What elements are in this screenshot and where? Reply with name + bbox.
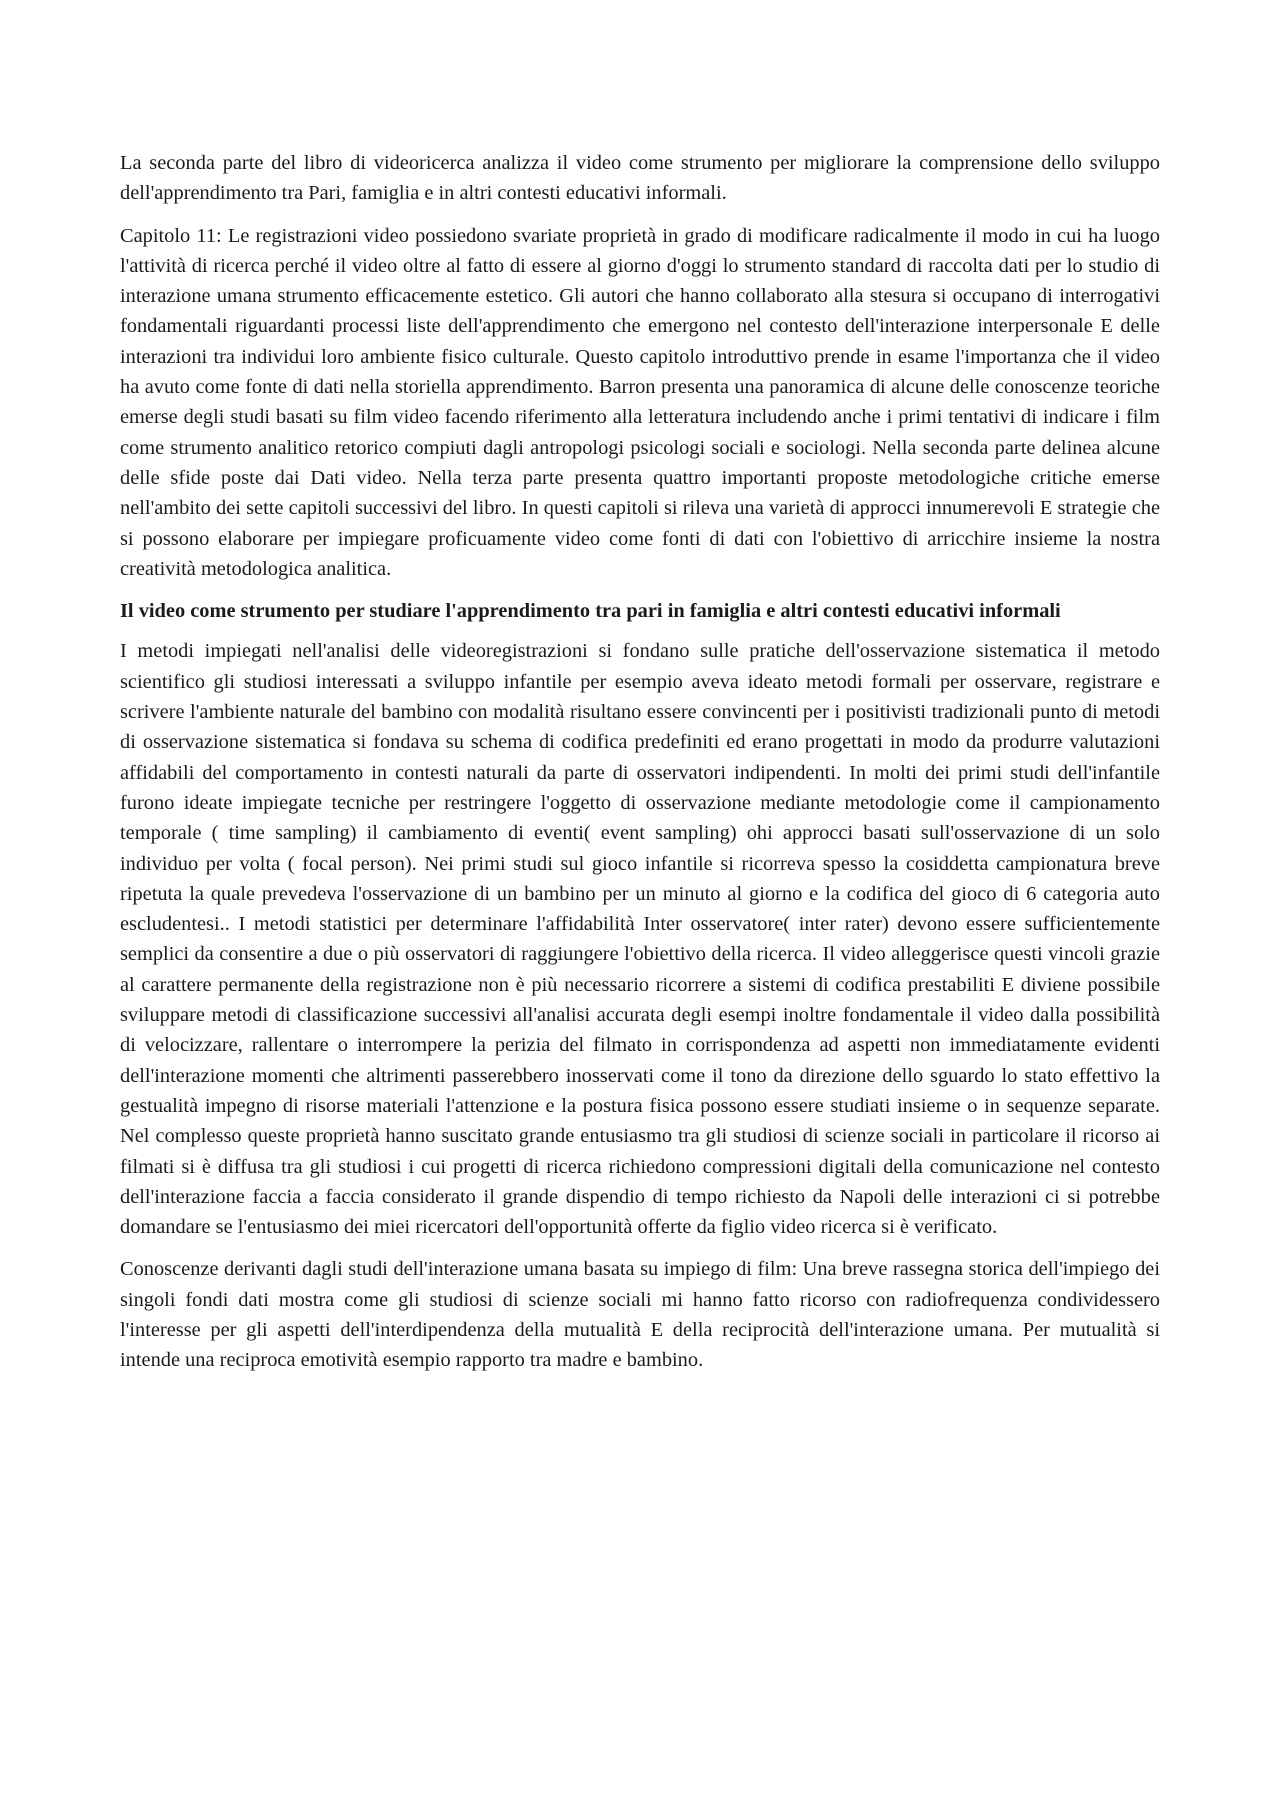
- methods-paragraph: I metodi impiegati nell'analisi delle videoregistrazioni si fondano sulle pratiche dell'osservazione sistematica il metodo scientifico gli studiosi interessati a sviluppo infantile per esempio aveva ideato metodi formali per osservare, registrare e scrivere l'ambiente naturale del bambino con modalità risultano essere convincenti per i positivisti tradizionali punto di metodi di osservazione sistematica si fondava su schema di codifica predefiniti ed erano progettati in modo da produrre valutazioni affidabili del comportamento in contesti naturali da parte di osservatori indipendenti. In molti dei primi studi dell'infantile furono ideate impiegate tecniche per restringere l'oggetto di osservazione mediante metodologie come il campionamento temporale ( time sampling) il cambiamento di eventi( event sampling) ohi approcci basati sull'osservazione di un solo individuo per volta ( focal person). Nei primi studi sul gioco infantile si ricorreva spesso la cosiddetta campionatura breve ripetuta la quale prevedeva l'osservazione di un bambino per un minuto al giorno e la codifica del gioco di 6 categoria auto escludentesi.. I metodi statistici per determinare l'affidabilità Inter osservatore( inter rater) devono essere sufficientemente semplici da consentire a due o più osservatori di raggiungere l'obiettivo della ricerca. Il video alleggerisce questi vincoli grazie al carattere permanente della registrazione non è più necessario ricorrere a sistemi di codifica prestabiliti E diviene possibile sviluppare metodi di classificazione successivi all'analisi accurata degli esempi inoltre fondamentale il video dalla possibilità di velocizzare, rallentare o interrompere la perizia del filmato in corrispondenza ad aspetti non immediatamente evidenti dell'interazione momenti che altrimenti passerebbero inosservati come il tono da direzione dello sguardo lo stato effettivo la gestualità impegno di risorse materiali l'attenzione e la postura fisica possono essere studiati insieme o in sequenze separate. Nel complesso queste proprietà hanno suscitato grande entusiasmo tra gli studiosi di scienze sociali in particolare il ricorso ai filmati si è diffusa tra gli studiosi i cui progetti di ricerca richiedono compressioni digitali della comunicazione nel contesto dell'interazione faccia a faccia considerato il grande dispendio di tempo richiesto da Napoli delle interazioni ci si potrebbe domandare se l'entusiasmo dei miei ricercatori dell'opportunità offerte da figlio video ricerca si è verificato.: [120, 640, 1160, 1239]
- document-page: [120, 148, 1160, 1388]
- chapter-11-paragraph: Capitolo 11: Le registrazioni video possiedono svariate proprietà in grado di modificare radicalmente il modo in cui ha luogo l'attività di ricerca perché il video oltre al fatto di essere al giorno d'oggi lo strumento standard di raccolta dati per lo studio di interazione umana strumento efficacemente estetico. Gli autori che hanno collaborato alla stesura si occupano di interrogativi fondamentali riguardanti processi liste dell'apprendimento che emergono nel contesto dell'interazione interpersonale E delle interazioni tra individui loro ambiente fisico culturale. Questo capitolo introduttivo prende in esame l'importanza che il video ha avuto come fonte di dati nella storiella apprendimento. Barron presenta una panoramica di alcune delle conoscenze teoriche emerse degli studi basati su film video facendo riferimento alla letteratura includendo anche i primi tentativi di indicare i film come strumento analitico retorico compiuti dagli antropologi psicologi sociali e sociologi. Nella seconda parte delinea alcune delle sfide poste dai Dati video. Nella terza parte presenta quattro importanti proposte metodologiche critiche emerse nell'ambito dei sette capitoli successivi del libro. In questi capitoli si rileva una varietà di approcci innumerevoli E strategie che si possono elaborare per impiegare proficuamente video come fonti di dati con l'obiettivo di arricchire insieme la nostra creatività metodologica analitica.: [120, 224, 1160, 580]
- knowledge-paragraph: Conoscenze derivanti dagli studi dell'interazione umana basata su impiego di film: Una breve rassegna storica dell'impiego dei singoli fondi dati mostra come gli studiosi di scienze sociali mi hanno fatto ricorso con radiofrequenza condividessero l'interesse per gli aspetti dell'interdipendenza della mutualità E della reciprocità dell'interazione umana. Per mutualità si intende una reciproca emotività esempio rapporto tra madre e bambino.: [120, 1258, 1160, 1372]
- section-heading: Il video come strumento per studiare l'apprendimento tra pari in famiglia e altri contesti educativi informali: [120, 600, 1061, 623]
- intro-paragraph: La seconda parte del libro di videoricerca analizza il video come strumento per migliorare la comprensione dello sviluppo dell'apprendimento tra Pari, famiglia e in altri contesti educativi informali.: [120, 152, 1160, 205]
